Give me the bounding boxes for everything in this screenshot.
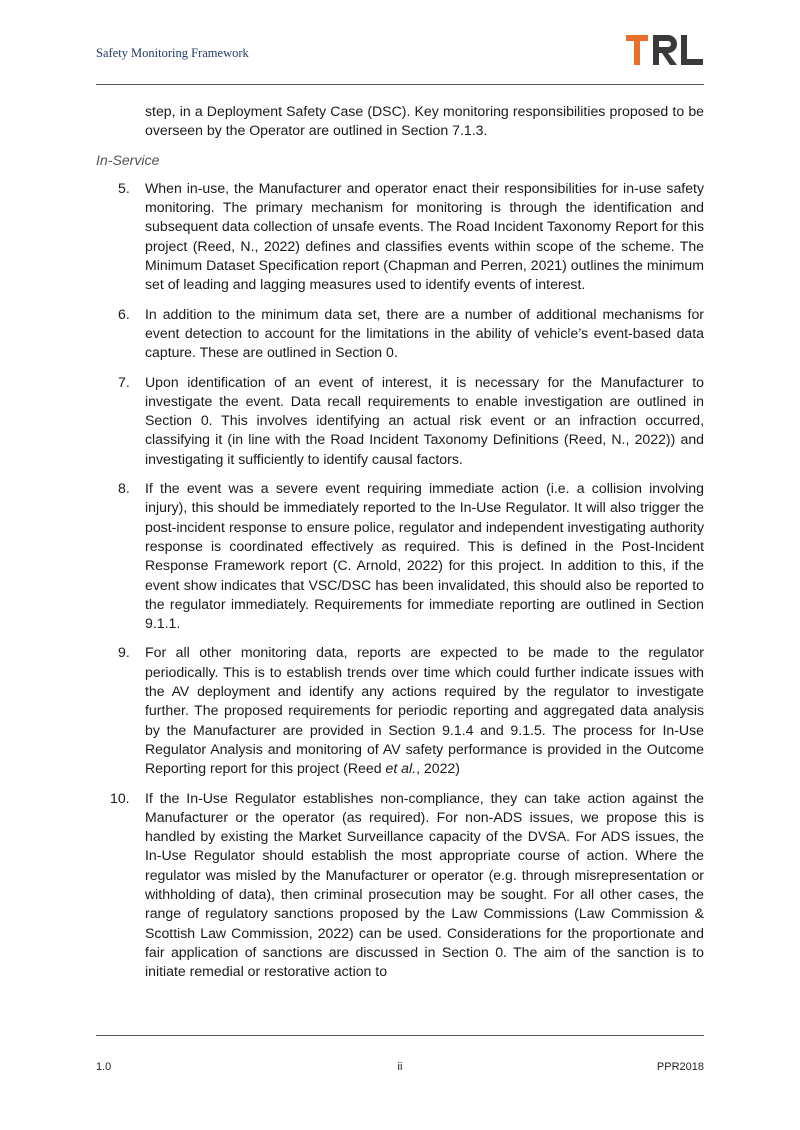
footer-reference: PPR2018 [656,1061,704,1073]
list-item [96,373,704,469]
item-text-end: , 2022) [416,760,460,777]
item-text: If the event was a severe event requiring immediate action (i.e. a collision involving injury), this should be immediately reported to the In-Use Regulator. It will also trigger the post-incident response to ensure police, regulator and independent investigating authority response is coordinated effectively as required. This is defined in the Post-Incident Response Framework report (C. Arnold, 2022) for this project. In addition to this, if the event show indicates that VSC/DSC has been invalidated, this should also be reported to the regulator immediately. Requirements for immediate reporting are outlined in Section 9.1.1. [145,480,704,632]
section-subheading: In-Service [96,151,160,168]
numbered-list [96,179,704,982]
item-number: 9. [118,644,130,661]
item-text-start: For all other monitoring data, reports are expected to be made to the regulator periodically. This is to establish trends over time which could further indicate issues with the AV deployment and identify any actions required by the regulator to investigate further. The proposed requirements for periodic reporting and aggregated data analysis by the Manufacturer are provided in Section 9.1.4 and 9.1.5. The process for In-Use Regulator Analysis and monitoring of AV safety performance is provided in the Outcome Reporting report for this project (Reed [145,644,704,777]
item-text-italic: et al. [385,760,417,777]
item-text: When in-use, the Manufacturer and operator enact their responsibilities for in-use safety monitoring. The primary mechanism for monitoring is through the identification and subsequent data collection of unsafe events. The Road Incident Taxonomy Report for this project (Reed, N., 2022) defines and classifies events within scope of the scheme. The Minimum Dataset Specification report (Chapman and Perren, 2021) outlines the minimum set of leading and lagging measures used to identify events of interest. [145,179,704,293]
item-text [145,644,704,776]
footer-page-number: ii [397,1061,403,1073]
item-text: Upon identification of an event of interest, it is necessary for the Manufacturer to investigate the event. Data recall requirements to enable investigation are outlined in Section 0. This involves identifying an actual risk event or an infraction occurred, classifying it (in line with the Road Incident Taxonomy Definitions (Reed, N., 2022)) and investigating it sufficiently to identify causal factors. [145,373,704,467]
item-number: 5. [118,179,130,196]
header-divider [96,84,704,85]
list-item [96,305,704,363]
list-item [96,789,704,982]
footer-version: 1.0 [96,1061,112,1073]
list-item [96,643,704,778]
trl-logo [626,35,704,67]
item-text: If the In-Use Regulator establishes non-compliance, they can take action against the Manufacturer or the operator (as required). For non-ADS issues, we propose this is handled by existing the Market Surveillance capacity of the DVSA. For ADS issues, the In-Use Regulator should establish the most appropriate course of action. Where the regulator was misled by the Manufacturer or operator (e.g. through misrepresentation or withholding of data), then criminal prosecution may be sought. For all other cases, the range of regulatory sanctions proposed by the Law Commissions (Law Commission & Scottish Law Commission, 2022) can be used. Considerations for the proportionate and fair application of sanctions are discussed in Section 0. The aim of the sanction is to initiate remedial or restorative action to [145,789,704,980]
item-text: In addition to the minimum data set, there are a number of additional mechanisms for event detection to account for the limitations in the ability of vehicle’s event-based data capture. These are outlined in Section 0. [145,305,704,361]
item-number: 7. [118,373,130,390]
intro-paragraph: step, in a Deployment Safety Case (DSC). Key monitoring responsibilities proposed to be overseen by the Operator are outlined in Section 7.1.3. [145,103,704,139]
item-number: 10. [110,789,130,806]
page-body [96,102,704,991]
header-title: Safety Monitoring Framework [96,46,249,60]
footer-divider [96,1035,704,1036]
list-item [96,179,704,295]
list-item [96,479,704,633]
item-number: 6. [118,305,130,322]
item-number: 8. [118,480,130,497]
